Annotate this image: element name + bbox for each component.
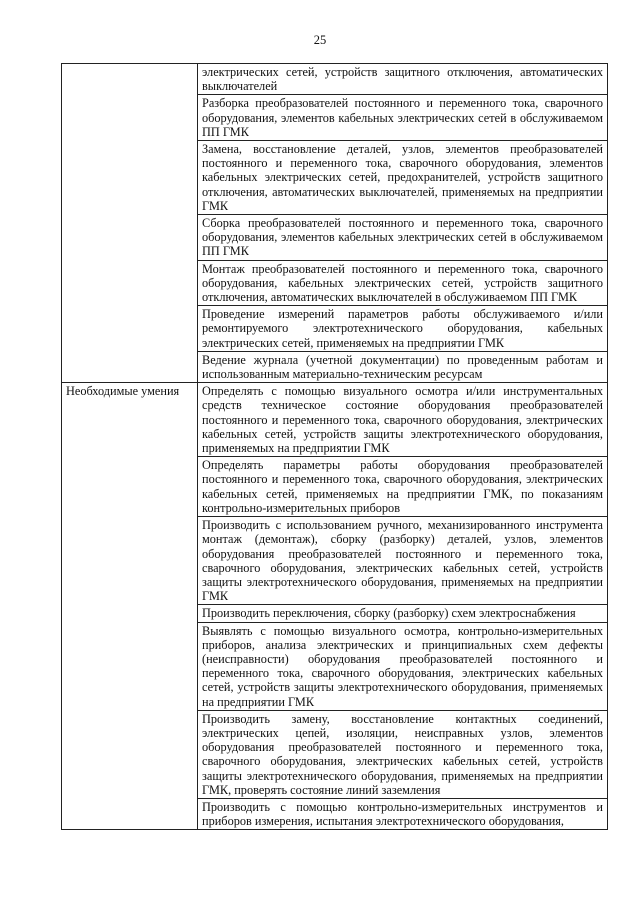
list-item: электрических сетей, устройств защитного отключения, автоматических выключателей (198, 64, 608, 95)
table-row (62, 64, 608, 95)
table-row (62, 383, 608, 457)
list-item: Проведение измерений параметров работы обслуживаемого и/или ремонтируемого электротехнического оборудования, кабельных электрических сетей, применяемых на предприятии ГМК (198, 306, 608, 352)
row-label-skills: Необходимые умения (62, 383, 198, 830)
list-item: Монтаж преобразователей постоянного и переменного тока, сварочного оборудования, кабельных электрических сетей, устройств защитного отключения, автоматических выключателей в обслуживаемом ПП ГМК (198, 260, 608, 306)
list-item: Определять с помощью визуального осмотра и/или инструментальных средств техническое состояние оборудования преобразователей постоянного и переменного тока, сварочного оборудования, электрических кабельных сетей, устройств защиты электротехнического оборудования, применяемых на предприятии ГМК (198, 383, 608, 457)
list-item: Разборка преобразователей постоянного и переменного тока, сварочного оборудования, элементов кабельных электрических сетей в обслуживаемом ПП ГМК (198, 95, 608, 141)
competency-table (61, 63, 608, 830)
list-item: Определять параметры работы оборудования преобразователей постоянного и переменного тока, сварочного оборудования, электрических кабельных сетей, применяемых на предприятии ГМК, по показаниям контрольно-измерительных приборов (198, 457, 608, 517)
list-item: Производить с использованием ручного, механизированного инструмента монтаж (демонтаж), сборку (разборку) деталей, узлов, элементов оборудования преобразователей постоянного и переменного тока, сварочного оборудования, электрических кабельных сетей, устройств защиты электротехнического оборудования, применяемых на предприятии ГМК (198, 517, 608, 605)
list-item: Сборка преобразователей постоянного и переменного тока, сварочного оборудования, элементов кабельных электрических сетей в обслуживаемом ПП ГМК (198, 215, 608, 261)
list-item: Производить переключения, сборку (разборку) схем электроснабжения (198, 605, 608, 622)
list-item: Выявлять с помощью визуального осмотра, контрольно-измерительных приборов, анализа электрических и принципиальных схем дефекты (неисправности) оборудования преобразователей постоянного и переменного тока, сварочного оборудования, электрических кабельных сетей, устройств защиты электротехнического оборудования, применяемых на предприятии ГМК (198, 622, 608, 710)
page-number: 25 (313, 33, 327, 47)
row-label-empty (62, 64, 198, 383)
list-item: Ведение журнала (учетной документации) по проведенным работам и использованным материально-техническим ресурсам (198, 351, 608, 382)
list-item: Производить замену, восстановление контактных соединений, электрических цепей, изоляции, неисправных узлов, элементов оборудования преобразователей постоянного и переменного тока, сварочного оборудования, электрических кабельных сетей, устройств защиты электротехнического оборудования, применяемых на предприятии ГМК, проверять состояние линий заземления (198, 710, 608, 798)
list-item: Замена, восстановление деталей, узлов, элементов преобразователей постоянного и переменного тока, сварочного оборудования, элементов кабельных электрических сетей, предохранителей, устройств защитного отключения, автоматических выключателей, применяемых на предприятии ГМК (198, 141, 608, 215)
list-item: Производить с помощью контрольно-измерительных инструментов и приборов измерения, испытания электротехнического оборудования, (198, 798, 608, 829)
